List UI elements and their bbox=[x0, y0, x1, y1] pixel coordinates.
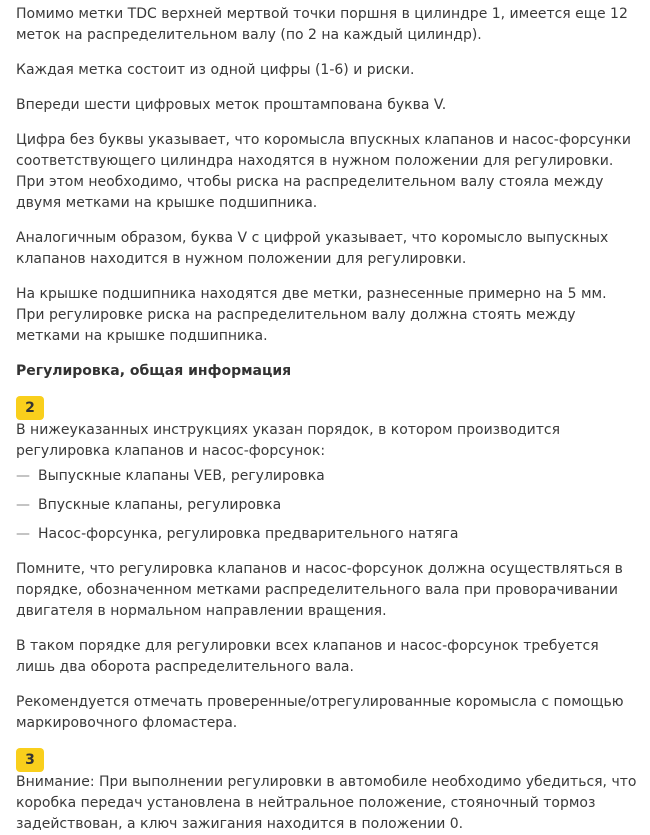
dash-bullet: — bbox=[16, 497, 30, 513]
dash-bullet: — bbox=[16, 526, 30, 542]
paragraph-adjustment-order: Помните, что регулировка клапанов и насос-форсунок должна осуществляться в порядке, обозначенном метками распределительного вала при проворачивании двигателя в нормальном направлении вращения. bbox=[16, 561, 623, 619]
list-item-label: Впускные клапаны, регулировка bbox=[38, 497, 282, 513]
list-item bbox=[16, 466, 640, 487]
list-item-label: Насос-форсунка, регулировка предварительного натяга bbox=[38, 526, 459, 542]
step-number-badge: 2 bbox=[16, 396, 44, 420]
paragraph-two-revolutions: В таком порядке для регулировки всех клапанов и насос-форсунок требуется лишь два оборота распределительного вала. bbox=[16, 638, 599, 675]
paragraph-marker-recommendation: Рекомендуется отмечать проверенные/отрегулированные коромысла с помощью маркировочного фломастера. bbox=[16, 694, 624, 731]
paragraph-mark-composition: Каждая метка состоит из одной цифры (1-6) и риски. bbox=[16, 62, 415, 78]
step-number-badge: 3 bbox=[16, 748, 44, 772]
paragraph-digit-without-letter: Цифра без буквы указывает, что коромысла впускных клапанов и насос-форсунки соответствующего цилиндра находятся в нужном положении для регулировки. При этом необходимо, чтобы риска на распределительном валу стояла между двумя метками на крышке подшипника. bbox=[16, 132, 631, 211]
procedure-order-list bbox=[16, 466, 640, 545]
list-item bbox=[16, 524, 640, 545]
step-3-warning: Внимание: При выполнении регулировки в автомобиле необходимо убедиться, что коробка передач установлена в нейтральное положение, стояночный тормоз задействован, а ключ зажигания находится в положении 0. bbox=[16, 774, 637, 832]
bearing-marks-line-2: При регулировке риска на распределительном валу должна стоять между метками на крышке подшипника. bbox=[16, 307, 576, 344]
paragraph-letter-v-with-digit: Аналогичным образом, буква V с цифрой указывает, что коромысло выпускных клапанов находится в нужном положении для регулировки. bbox=[16, 230, 609, 267]
paragraph-letter-v: Впереди шести цифровых меток проштампована буква V. bbox=[16, 97, 447, 113]
step-2-intro: В нижеуказанных инструкциях указан порядок, в котором производится регулировка клапанов и насос-форсунок: bbox=[16, 422, 560, 459]
list-item bbox=[16, 495, 640, 516]
bearing-marks-line-1: На крышке подшипника находятся две метки, разнесенные примерно на 5 мм. bbox=[16, 286, 607, 302]
paragraph-tdc-marks: Помимо метки TDC верхней мертвой точки поршня в цилиндре 1, имеется еще 12 меток на распределительном валу (по 2 на каждый цилиндр). bbox=[16, 6, 628, 43]
list-item-label: Выпускные клапаны VEB, регулировка bbox=[38, 468, 325, 484]
section-heading: Регулировка, общая информация bbox=[16, 363, 292, 379]
step-3 bbox=[16, 748, 640, 835]
dash-bullet: — bbox=[16, 468, 30, 484]
paragraph-bearing-marks bbox=[16, 284, 640, 347]
step-2 bbox=[16, 396, 640, 734]
